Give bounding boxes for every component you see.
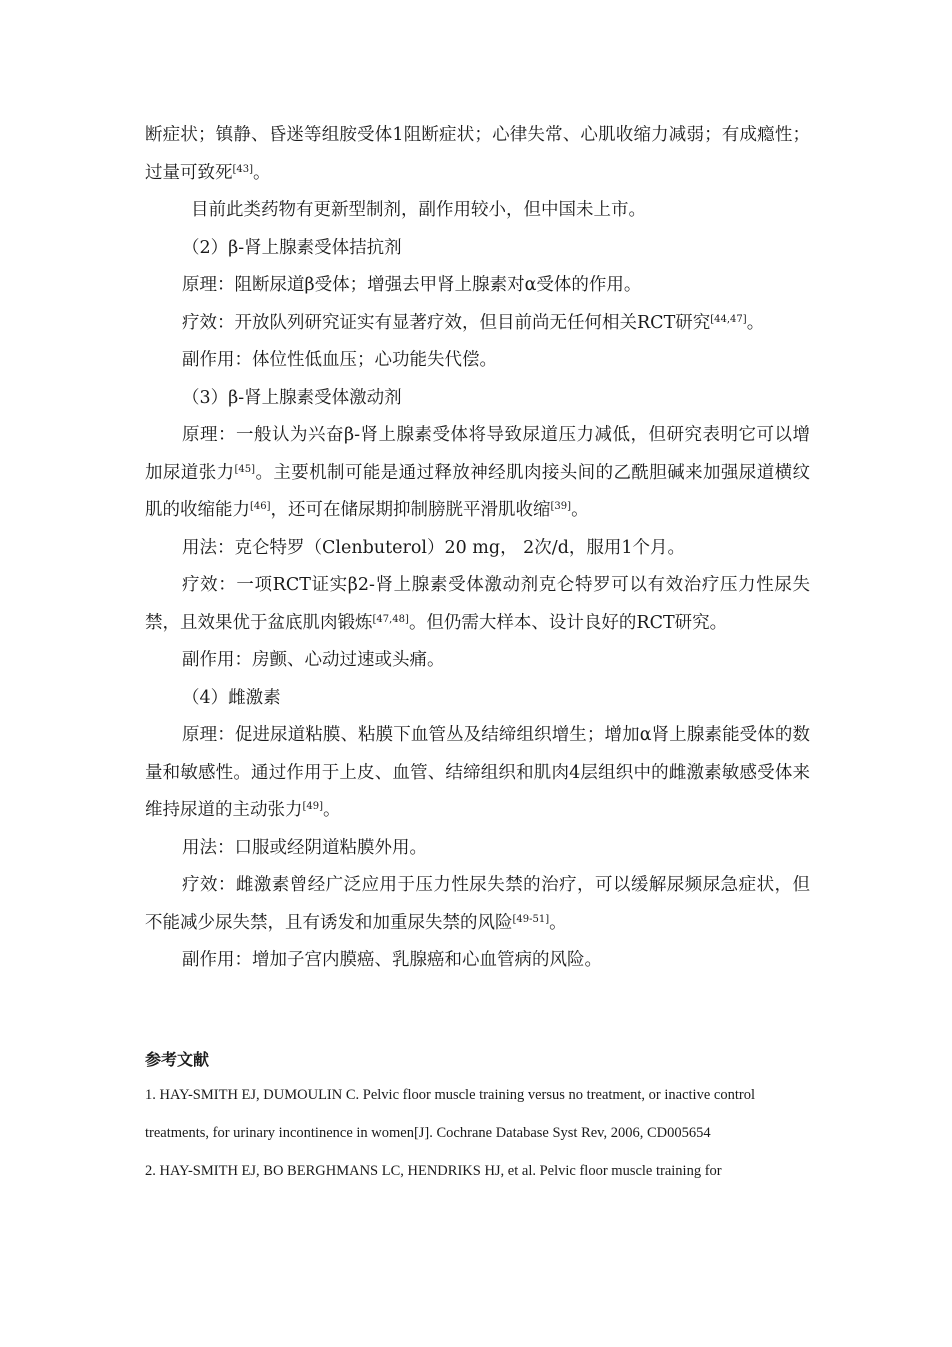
citation: [46]: [250, 501, 271, 512]
references-title: 参考文献: [145, 1049, 210, 1069]
citation: [45]: [234, 463, 256, 475]
paragraph: 副作用：体位性低血压；心功能失代偿。: [182, 350, 497, 370]
citation: [47,48]: [372, 613, 409, 625]
reference-item: 1. HAY-SMITH EJ, DUMOULIN C. Pelvic floor muscle training versus no treatment, or inactive control treatments, for urinary incontinence in women[J]. Cochrane Database Syst Rev, 2006, CD005654: [145, 1086, 755, 1141]
paragraph: 原理：一般认为兴奋β-肾上腺素受体将导致尿道压力减低，但研究表明它可以增加尿道张力[45]。主要机制可能是通过释放神经肌肉接头间的乙酰胆碱来加强尿道横纹肌的收缩能力[46]，还可在储尿期抑制膀胱平滑肌收缩[39]。: [145, 425, 811, 520]
paragraph: 疗效：雌激素曾经广泛应用于压力性尿失禁的治疗，可以缓解尿频尿急症状，但不能减少尿失禁，且有诱发和加重尿失禁的风险[49-51]。: [145, 875, 810, 933]
citation: [49-51]: [512, 913, 550, 925]
paragraph: 断症状；镇静、昏迷等组胺受体1阻断症状；心律失常、心肌收缩力减弱；有成瘾性；过量可致死[43]。: [145, 125, 810, 183]
citation: [43]: [232, 163, 254, 175]
paragraph: 原理：阻断尿道β受体；增强去甲肾上腺素对α受体的作用。: [182, 275, 642, 295]
reference-item: 2. HAY-SMITH EJ, BO BERGHMANS LC, HENDRIKS HJ, et al. Pelvic floor muscle training for: [145, 1162, 722, 1179]
section-heading: （4）雌激素: [182, 687, 281, 708]
section-heading: （3）β-肾上腺素受体激动剂: [182, 387, 402, 408]
citation: [49]: [302, 801, 324, 812]
paragraph: 目前此类药物有更新型制剂，副作用较小，但中国未上市。: [191, 200, 646, 220]
section-heading: （2）β-肾上腺素受体拮抗剂: [182, 237, 402, 258]
paragraph: 用法：口服或经阴道粘膜外用。: [182, 837, 427, 858]
body-text: [145, 117, 810, 1190]
paragraph: 疗效：一项RCT证实β2-肾上腺素受体激动剂克仑特罗可以有效治疗压力性尿失禁，且效果优于盆底肌肉锻炼[47,48]。但仍需大样本、设计良好的RCT研究。: [145, 575, 810, 633]
paragraph: 疗效：开放队列研究证实有显著疗效，但目前尚无任何相关RCT研究[44,47]。: [182, 312, 765, 333]
paragraph: 用法：克仑特罗（Clenbuterol）20 mg， 2次/d，服用1个月。: [182, 537, 686, 558]
paragraph: 副作用：增加子宫内膜癌、乳腺癌和心血管病的风险。: [182, 950, 602, 970]
citation: [44,47]: [710, 313, 747, 325]
citation: [39]: [550, 501, 572, 512]
paragraph: 副作用：房颤、心动过速或头痛。: [182, 650, 445, 670]
paragraph: 原理：促进尿道粘膜、粘膜下血管丛及结缔组织增生；增加α肾上腺素能受体的数量和敏感性。通过作用于上皮、血管、结缔组织和肌肉4层组织中的雌激素敏感受体来维持尿道的主动张力[49]。: [145, 725, 810, 820]
